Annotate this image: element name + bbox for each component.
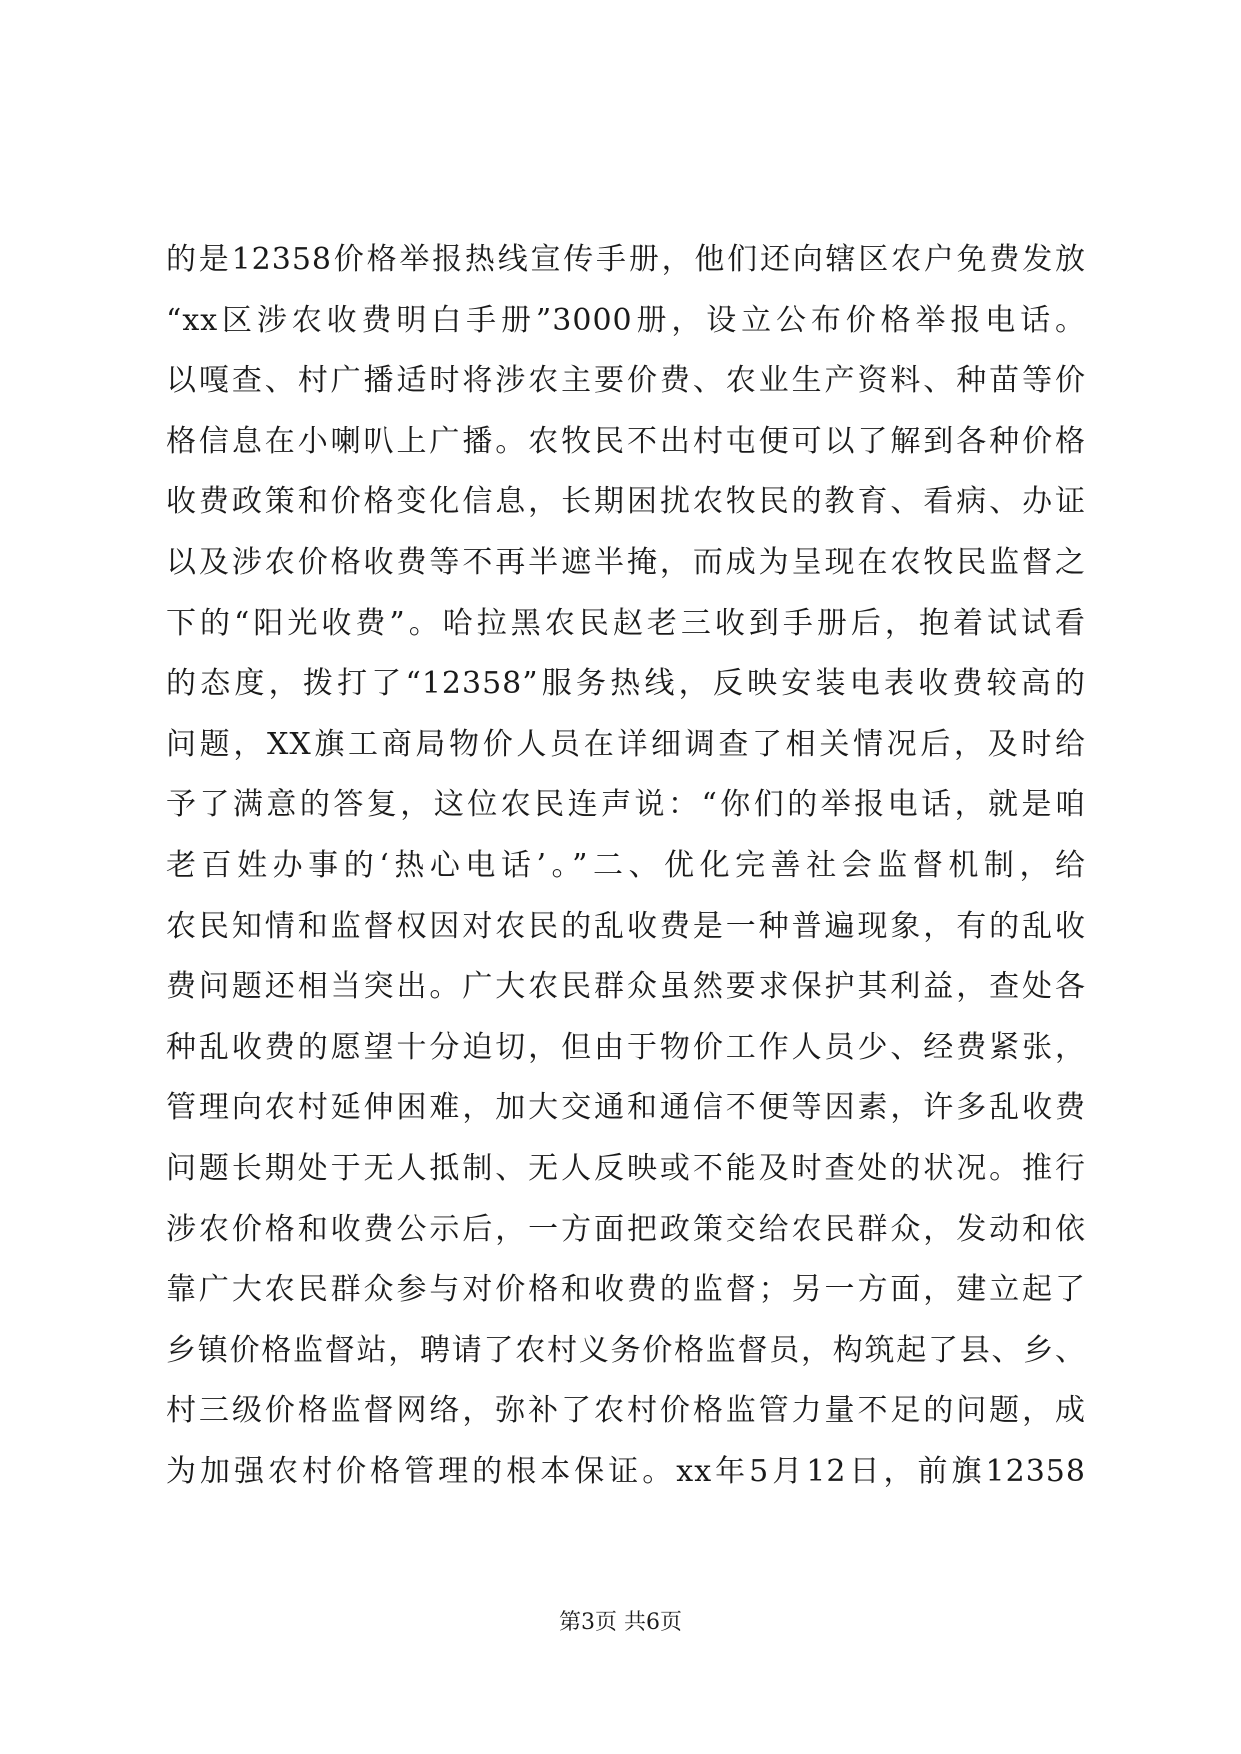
text-line: 的态度，拨打了“12358”服务热线，反映安装电表收费较高的 — [166, 666, 1086, 702]
text-line: 予了满意的答复，这位农民连声说：“你们的举报电话，就是咱 — [166, 787, 1086, 823]
text-line: 以及涉农价格收费等不再半遮半掩，而成为呈现在农牧民监督之 — [166, 544, 1086, 580]
text-line: 管理向农村延伸困难，加大交通和通信不便等因素，许多乱收费 — [166, 1090, 1086, 1126]
text-line: 村三级价格监督网络，弥补了农村价格监管力量不足的问题，成 — [166, 1393, 1086, 1429]
text-line: 涉农价格和收费公示后，一方面把政策交给农民群众，发动和依 — [166, 1211, 1086, 1247]
body-text — [166, 230, 1086, 1502]
text-line: 老百姓办事的‘热心电话’。”二、优化完善社会监督机制，给 — [166, 847, 1086, 883]
text-line: 乡镇价格监督站，聘请了农村义务价格监督员，构筑起了县、乡、 — [166, 1332, 1086, 1368]
text-line: 靠广大农民群众参与对价格和收费的监督；另一方面，建立起了 — [166, 1272, 1086, 1308]
text-line: “xx区涉农收费明白手册”3000册，设立公布价格举报电话。 — [166, 302, 1086, 338]
text-line: 问题，XX旗工商局物价人员在详细调查了相关情况后，及时给 — [166, 726, 1086, 762]
page-number-label: 第3页 共6页 — [559, 1610, 682, 1635]
text-line: 以嘎查、村广播适时将涉农主要价费、农业生产资料、种苗等价 — [166, 363, 1086, 399]
text-line: 种乱收费的愿望十分迫切，但由于物价工作人员少、经费紧张， — [166, 1029, 1086, 1065]
page-footer — [0, 1608, 1241, 1638]
text-line: 为加强农村价格管理的根本保证。xx年5月12日，前旗12358 — [166, 1453, 1086, 1489]
text-line: 问题长期处于无人抵制、无人反映或不能及时查处的状况。推行 — [166, 1150, 1086, 1186]
text-line: 下的“阳光收费”。哈拉黑农民赵老三收到手册后，抱着试试看 — [166, 605, 1086, 641]
text-line: 农民知情和监督权因对农民的乱收费是一种普遍现象，有的乱收 — [166, 908, 1086, 944]
text-line: 格信息在小喇叭上广播。农牧民不出村屯便可以了解到各种价格 — [166, 423, 1086, 459]
text-line: 收费政策和价格变化信息，长期困扰农牧民的教育、看病、办证 — [166, 484, 1086, 520]
text-line: 费问题还相当突出。广大农民群众虽然要求保护其利益，查处各 — [166, 969, 1086, 1005]
text-line: 的是12358价格举报热线宣传手册，他们还向辖区农户免费发放 — [166, 242, 1086, 277]
